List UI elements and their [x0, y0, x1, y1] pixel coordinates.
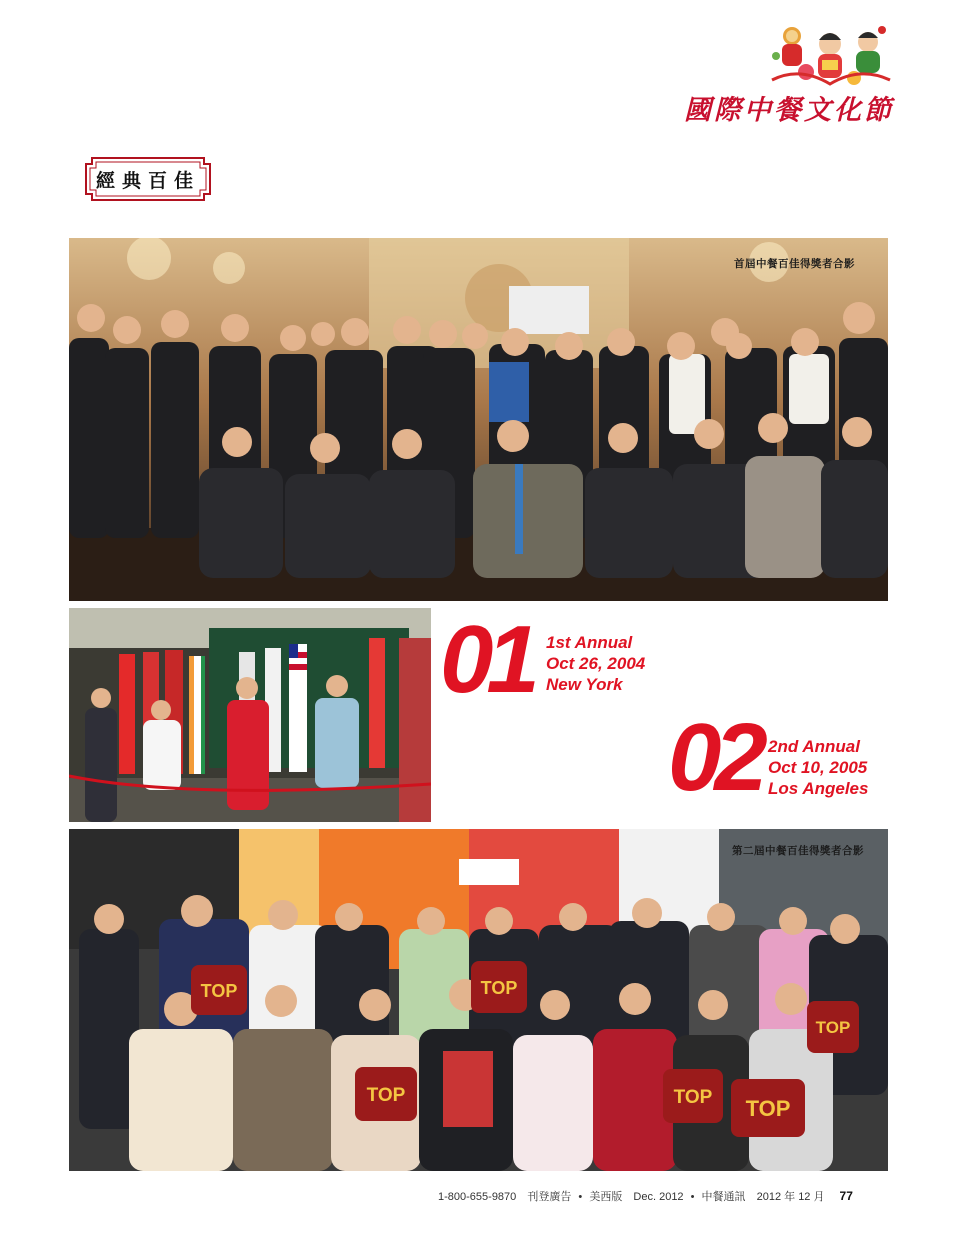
festival-decoration-illustration: [770, 22, 892, 88]
first-awards-photo-caption: 首屆中餐百佳得獎者合影: [734, 258, 855, 270]
svg-text:TOP: TOP: [815, 1018, 851, 1037]
footer-bullet: •: [578, 1191, 583, 1203]
annual-2-info: [768, 736, 868, 799]
svg-text:TOP: TOP: [745, 1096, 791, 1121]
first-awards-group-photo: [69, 238, 888, 601]
annual-2-city: Los Angeles: [768, 779, 869, 798]
page-footer: [438, 1188, 853, 1204]
top-award-sign: [731, 1079, 805, 1137]
top-award-sign: [355, 1067, 417, 1121]
top-award-sign: [471, 961, 527, 1013]
annual-1-date: Oct 26, 2004: [546, 654, 646, 673]
footer-edition: 美西版: [589, 1191, 623, 1203]
ribbon-cutting-photo: [69, 608, 431, 822]
top-award-sign: [663, 1069, 723, 1123]
footer-issue-cn: 2012 年 12 月: [756, 1191, 825, 1203]
award-book: [443, 1051, 493, 1127]
annual-1-info: [546, 632, 645, 695]
page-number: 77: [839, 1189, 853, 1203]
second-awards-group-photo: [69, 829, 888, 1171]
annual-2-date: Oct 10, 2005: [768, 758, 868, 777]
annual-1-city: New York: [546, 675, 623, 694]
footer-issue-en: Dec. 2012: [633, 1191, 684, 1203]
annual-2-number: 02: [668, 704, 761, 811]
annual-1-number: 01: [440, 606, 533, 713]
annual-2-edition: 2nd Annual: [768, 737, 860, 756]
footer-magazine: 中餐通訊: [701, 1191, 746, 1203]
svg-text:TOP: TOP: [673, 1087, 713, 1108]
footer-bullet: •: [690, 1191, 695, 1203]
footer-phone: 1-800-655-9870: [438, 1191, 517, 1203]
second-awards-photo-caption: 第二屆中餐百佳得獎者合影: [732, 845, 864, 857]
top-award-sign: [191, 965, 247, 1015]
footer-ad-text: 刊登廣告: [527, 1191, 572, 1203]
svg-text:TOP: TOP: [366, 1085, 406, 1106]
svg-text:TOP: TOP: [200, 981, 238, 1001]
section-badge-label: 經典百佳: [95, 169, 200, 192]
top-award-sign: [807, 1001, 859, 1053]
annual-1-edition: 1st Annual: [546, 633, 633, 652]
svg-text:TOP: TOP: [480, 978, 518, 998]
festival-title: 國際中餐文化節: [684, 95, 894, 126]
